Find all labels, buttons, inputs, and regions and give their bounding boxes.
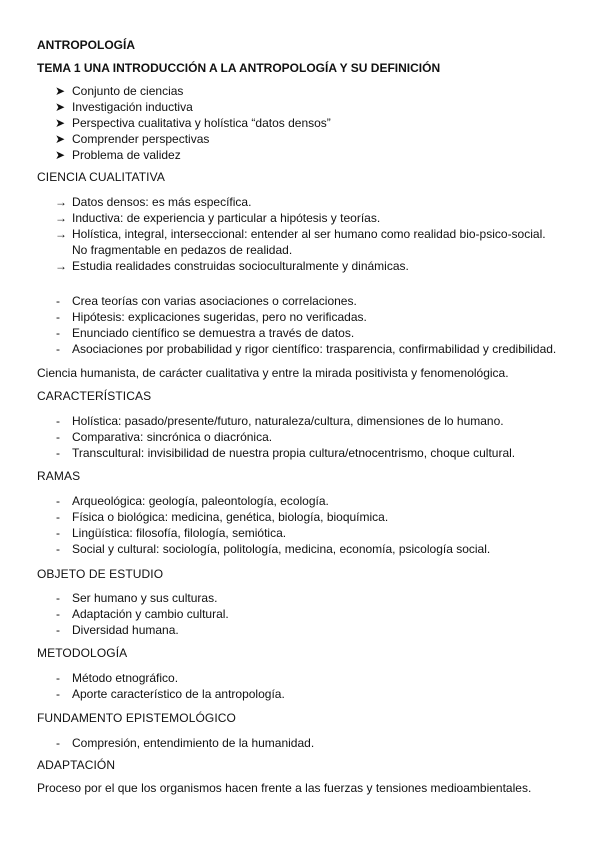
list-item: - Lingüística: filosofía, filología, semiótica. — [56, 526, 287, 540]
dash-bullet-icon: - — [56, 342, 60, 356]
arrow-bullet-icon: → — [55, 195, 67, 209]
dash-bullet-icon: - — [56, 414, 60, 428]
section-heading-ciencia-cualitativa: CIENCIA CUALITATIVA — [37, 170, 165, 184]
intro-list — [0, 83, 600, 163]
list-item: - Social y cultural: sociología, politología, medicina, economía, psicología social. — [56, 542, 491, 556]
list-item: ➤ Perspectiva cualitativa y holística “datos densos” — [55, 116, 331, 130]
chevron-bullet-icon: ➤ — [55, 100, 66, 114]
dash-bullet-icon: - — [56, 687, 60, 701]
chevron-bullet-icon: ➤ — [55, 132, 66, 146]
chevron-bullet-icon: ➤ — [55, 84, 66, 98]
dash-bullet-icon: - — [56, 294, 60, 308]
dash-bullet-icon: - — [56, 736, 60, 750]
ciencia-paragraph: Ciencia humanista, de carácter cualitativa y entre la mirada positivista y fenomenológica. — [37, 366, 509, 380]
list-item: - Holística: pasado/presente/futuro, naturaleza/cultura, dimensiones de lo humano. — [56, 414, 504, 428]
arrow-bullet-icon: → — [55, 227, 67, 241]
chevron-bullet-icon: ➤ — [55, 148, 66, 162]
list-item: → Estudia realidades construidas socioculturalmente y dinámicas. — [55, 259, 409, 273]
list-item: → Holística, integral, interseccional: entender al ser humano como realidad bio-psico-social. No fragmentable en pedazos de realidad. — [55, 227, 546, 257]
ciencia-dash-list — [0, 293, 600, 357]
ramas-list — [0, 493, 600, 557]
list-item: - Arqueológica: geología, paleontología, ecología. — [56, 494, 329, 508]
dash-bullet-icon: - — [56, 542, 60, 556]
list-item: → Inductiva: de experiencia y particular a hipótesis y teorías. — [55, 211, 381, 225]
list-item: ➤ Investigación inductiva — [55, 100, 193, 114]
metodologia-list — [0, 670, 600, 702]
section-heading-caracteristicas: CARACTERÍSTICAS — [37, 389, 152, 403]
fundamento-list — [0, 735, 600, 751]
section-heading-ramas: RAMAS — [37, 469, 81, 483]
arrow-bullet-icon: → — [55, 259, 67, 273]
dash-bullet-icon: - — [56, 591, 60, 605]
list-item: - Ser humano y sus culturas. — [56, 591, 218, 605]
dash-bullet-icon: - — [56, 526, 60, 540]
list-item: - Física o biológica: medicina, genética, biología, bioquímica. — [56, 510, 389, 524]
list-item: → Datos densos: es más específica. — [55, 195, 252, 209]
list-item: - Asociaciones por probabilidad y rigor científico: trasparencia, confirmabilidad y credibilidad. — [56, 342, 557, 356]
objeto-list — [0, 590, 600, 638]
dash-bullet-icon: - — [56, 310, 60, 324]
section-heading-adaptacion: ADAPTACIÓN — [37, 758, 116, 772]
document-subtitle: TEMA 1 UNA INTRODUCCIÓN A LA ANTROPOLOGÍA Y SU DEFINICIÓN — [37, 61, 441, 75]
dash-bullet-icon: - — [56, 446, 60, 460]
list-item: - Crea teorías con varias asociaciones o correlaciones. — [56, 294, 357, 308]
list-item: - Diversidad humana. — [56, 623, 179, 637]
list-item: - Hipótesis: explicaciones sugeridas, pero no verificadas. — [56, 310, 367, 324]
chevron-bullet-icon: ➤ — [55, 116, 66, 130]
section-heading-metodologia: METODOLOGÍA — [37, 646, 128, 660]
list-item: ➤ Conjunto de ciencias — [55, 84, 184, 98]
list-item: - Aporte característico de la antropología. — [56, 687, 285, 701]
list-item: - Adaptación y cambio cultural. — [56, 607, 229, 621]
list-item: ➤ Comprender perspectivas — [55, 132, 210, 146]
adaptacion-paragraph: Proceso por el que los organismos hacen frente a las fuerzas y tensiones medioambientales. — [37, 781, 532, 795]
document-title: ANTROPOLOGÍA — [37, 38, 135, 52]
dash-bullet-icon: - — [56, 430, 60, 444]
dash-bullet-icon: - — [56, 671, 60, 685]
list-item: - Compresión, entendimiento de la humanidad. — [56, 736, 315, 750]
list-item: - Método etnográfico. — [56, 671, 179, 685]
list-item: - Enunciado científico se demuestra a través de datos. — [56, 326, 355, 340]
dash-bullet-icon: - — [56, 623, 60, 637]
arrow-bullet-icon: → — [55, 211, 67, 225]
caracteristicas-list — [0, 413, 600, 461]
section-heading-fundamento: FUNDAMENTO EPISTEMOLÓGICO — [37, 711, 236, 725]
dash-bullet-icon: - — [56, 607, 60, 621]
ciencia-arrow-list — [0, 194, 600, 274]
dash-bullet-icon: - — [56, 326, 60, 340]
dash-bullet-icon: - — [56, 510, 60, 524]
list-item: ➤ Problema de validez — [55, 148, 181, 162]
section-heading-objeto: OBJETO DE ESTUDIO — [37, 567, 164, 581]
dash-bullet-icon: - — [56, 494, 60, 508]
list-item: - Transcultural: invisibilidad de nuestra propia cultura/etnocentrismo, choque cultural. — [56, 446, 516, 460]
list-item: - Comparativa: sincrónica o diacrónica. — [56, 430, 273, 444]
